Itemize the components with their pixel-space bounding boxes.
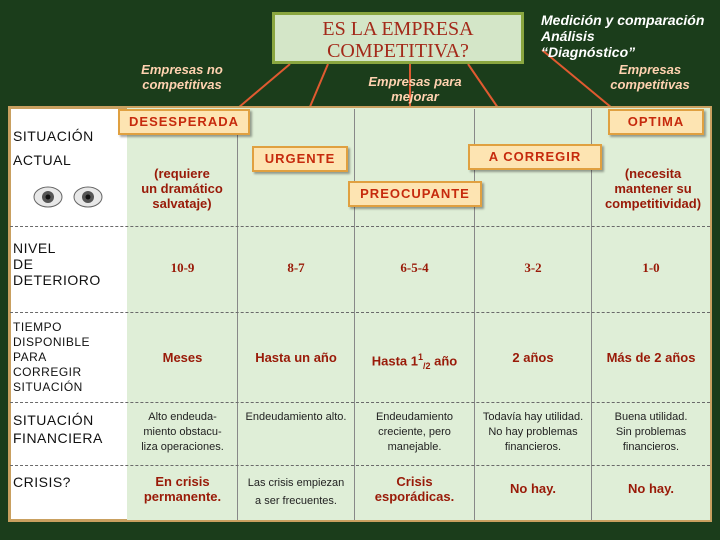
note-desperate-line3: salvataje) — [152, 196, 212, 211]
financial-cell-line: liza operaciones. — [141, 441, 224, 453]
crisis-cell — [355, 474, 474, 504]
note-desperate — [130, 166, 234, 211]
row-label-current-situation-line2: ACTUAL — [13, 152, 72, 168]
row-label-current-situation-line1: SITUACIÓN — [13, 128, 94, 144]
row-label-deterioration-line3: DETERIORO — [13, 272, 101, 288]
time-cell: 2 años — [512, 350, 554, 365]
column-divider — [237, 109, 238, 520]
time-cell: Meses — [162, 350, 203, 365]
financial-cell — [238, 410, 354, 425]
note-optimal — [594, 166, 712, 211]
row-label-financial-line1: SITUACIÓN — [13, 412, 94, 428]
row-label-crisis: CRISIS? — [13, 474, 71, 490]
header-note — [541, 12, 716, 60]
label-competitive — [590, 62, 710, 92]
financial-cell-line: Buena utilidad. — [614, 411, 688, 423]
time-cell-suffix: año — [430, 353, 458, 369]
crisis-cell-line: a ser frecuentes. — [255, 495, 337, 507]
financial-cell-line: Sin problemas — [615, 426, 687, 438]
financial-cell-line: No hay problemas — [488, 426, 578, 438]
deterioration-cell: 3-2 — [524, 260, 542, 275]
header-note-line2: Análisis — [541, 28, 595, 44]
tag-optimal: OPTIMA — [608, 109, 704, 135]
row-divider — [10, 226, 710, 227]
financial-cell-line: Endeudamiento alto. — [245, 411, 347, 423]
header-note-line1: Medición y comparación — [541, 12, 705, 28]
column-divider — [474, 109, 475, 520]
time-cell-superscript: 1 — [417, 352, 423, 362]
note-desperate-line1: (requiere — [154, 166, 210, 181]
row-label-financial-line2: FINANCIERA — [13, 430, 103, 446]
title-line2: COMPETITIVA? — [327, 40, 469, 62]
time-cell — [355, 350, 474, 374]
crisis-cell — [238, 474, 354, 510]
crisis-cell-line: Crisis — [396, 474, 433, 489]
row-divider — [10, 402, 710, 403]
row-label-time-line5: SITUACIÓN — [13, 380, 83, 394]
deterioration-cell: 1-0 — [642, 260, 660, 275]
note-optimal-line1: (necesita — [624, 166, 682, 181]
label-competitive-line2: competitivas — [610, 77, 690, 92]
crisis-cell-line: esporádicas. — [374, 489, 455, 504]
label-to-improve-line2: mejorar — [391, 89, 439, 104]
financial-cell-line: Alto endeuda- — [148, 411, 217, 423]
time-cell-prefix: Hasta 1 — [371, 353, 418, 369]
financial-cell-line: manejable. — [387, 441, 442, 453]
financial-cell-line: Endeudamiento — [375, 411, 454, 423]
eyes-icon — [32, 184, 106, 210]
row-label-current-situation — [13, 124, 94, 172]
time-cell-subscript: /2 — [423, 360, 431, 371]
row-label-time-available — [13, 320, 90, 395]
label-competitive-line1: Empresas — [618, 62, 682, 77]
label-non-competitive-line1: Empresas no — [141, 62, 223, 77]
note-optimal-line2: mantener su — [614, 181, 692, 196]
row-divider — [10, 312, 710, 313]
note-optimal-line3: competitividad) — [604, 196, 702, 211]
financial-cell-line: financieros. — [504, 441, 562, 453]
title-line1: ES LA EMPRESA — [322, 18, 474, 40]
crisis-cell — [592, 481, 710, 496]
row-label-time-line3: PARA — [13, 350, 47, 364]
column-divider — [354, 109, 355, 520]
financial-cell-line: Todavía hay utilidad. — [482, 411, 584, 423]
row-divider — [10, 465, 710, 466]
label-non-competitive-line2: competitivas — [142, 77, 222, 92]
tag-worrying: PREOCUPANTE — [348, 181, 482, 207]
crisis-cell — [475, 481, 591, 496]
crisis-cell-line: En crisis — [155, 474, 210, 489]
row-label-financial — [13, 411, 103, 447]
row-label-deterioration-line2: DE — [13, 256, 34, 272]
financial-cell-line: financieros. — [622, 441, 680, 453]
financial-cell-line: miento obstacu- — [143, 426, 222, 438]
label-to-improve-line1: Empresas para — [368, 74, 462, 89]
crisis-cell-line: No hay. — [628, 481, 674, 496]
row-label-deterioration — [13, 240, 101, 288]
tag-urgent: URGENTE — [252, 146, 348, 172]
financial-cell — [128, 410, 237, 455]
row-label-time-line4: CORREGIR — [13, 365, 82, 379]
label-to-improve — [350, 74, 480, 104]
row-label-time-line1: TIEMPO — [13, 320, 63, 334]
note-desperate-line2: un dramático — [141, 181, 223, 196]
tag-to-correct: A CORREGIR — [468, 144, 602, 170]
crisis-cell-line: No hay. — [510, 481, 556, 496]
deterioration-cell: 8-7 — [287, 260, 305, 275]
row-label-deterioration-line1: NIVEL — [13, 240, 56, 256]
label-non-competitive — [122, 62, 242, 92]
tag-desperate: DESESPERADA — [118, 109, 250, 135]
crisis-cell-line: permanente. — [143, 489, 222, 504]
financial-cell — [355, 410, 474, 455]
financial-cell-line: creciente, pero — [378, 426, 451, 438]
time-cell: Hasta un año — [255, 350, 337, 365]
column-divider — [591, 109, 592, 520]
financial-cell — [475, 410, 591, 455]
time-cell: Más de 2 años — [606, 350, 696, 365]
deterioration-cell: 10-9 — [170, 260, 195, 275]
row-label-time-line2: DISPONIBLE — [13, 335, 91, 349]
crisis-cell — [128, 474, 237, 504]
header-note-line3: “Diagnóstico” — [541, 44, 636, 60]
title-box — [272, 12, 524, 64]
deterioration-cell: 6-5-4 — [400, 260, 429, 275]
financial-cell — [592, 410, 710, 455]
crisis-cell-line: Las crisis empiezan — [247, 477, 345, 489]
